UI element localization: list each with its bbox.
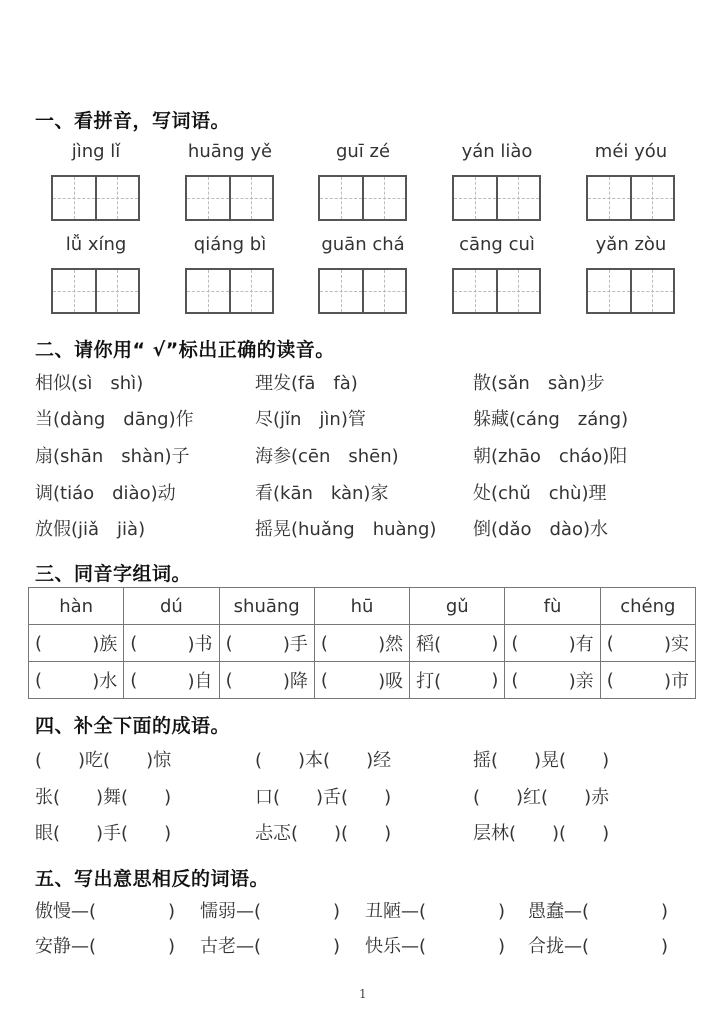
pronunciation-item[interactable]: 扇(shān shàn)子 [35, 446, 190, 467]
idiom-item[interactable]: ( )吃( )惊 [35, 750, 172, 771]
table-cell[interactable] [314, 625, 409, 662]
cell-left: 稻( [416, 634, 442, 655]
writing-box[interactable] [51, 268, 140, 314]
cell-right: ) [491, 632, 499, 654]
pinyin-label: huāng yě [187, 141, 273, 162]
table-header-cell: dú [124, 588, 219, 625]
pronunciation-item[interactable]: 看(kān kàn)家 [255, 483, 389, 504]
writing-box[interactable] [586, 268, 675, 314]
cell-right: )有 [568, 634, 594, 655]
pronunciation-item[interactable]: 当(dàng dāng)作 [35, 409, 194, 430]
cell-left: ( [225, 632, 233, 654]
pinyin-label: lǚ xíng [65, 234, 127, 255]
cell-left: 打( [416, 671, 442, 692]
idiom-item[interactable]: 眼( )手( ) [35, 823, 172, 844]
idiom-item[interactable]: 张( )舞( ) [35, 787, 172, 808]
table-header-cell: hū [314, 588, 409, 625]
antonym-item[interactable]: 懦弱—( ) [200, 901, 341, 922]
table-cell[interactable] [600, 625, 695, 662]
antonym-item[interactable]: 傲慢—( ) [35, 901, 176, 922]
table-cell[interactable] [219, 625, 314, 662]
pinyin-label: jìng lǐ [71, 141, 121, 162]
cell-right: )族 [92, 634, 118, 655]
table-cell[interactable] [505, 662, 600, 699]
section2-title: 二、请你用“ √”标出正确的读音。 [35, 339, 335, 361]
pinyin-label: yǎn zòu [595, 234, 667, 255]
idiom-item[interactable]: ( )本( )经 [255, 750, 392, 771]
antonym-item[interactable]: 丑陋—( ) [365, 901, 506, 922]
writing-box[interactable] [185, 175, 274, 221]
cell-left: ( [320, 669, 328, 691]
table-header-cell: gǔ [410, 588, 505, 625]
idiom-item[interactable]: ( )红( )赤 [473, 787, 610, 808]
pronunciation-item[interactable]: 相似(sì shì) [35, 373, 144, 394]
table-cell[interactable] [600, 662, 695, 699]
cell-right: )书 [187, 634, 213, 655]
writing-box[interactable] [318, 268, 407, 314]
cell-left: ( [225, 669, 233, 691]
antonym-item[interactable]: 快乐—( ) [365, 936, 506, 957]
table-header-row [29, 588, 696, 625]
cell-right: )吸 [378, 671, 404, 692]
section5-title: 五、写出意思相反的词语。 [35, 868, 270, 890]
pronunciation-item[interactable]: 散(sǎn sàn)步 [473, 373, 605, 394]
pinyin-label: guān chá [321, 234, 405, 255]
table-cell[interactable] [410, 662, 505, 699]
table-header-cell: chéng [600, 588, 695, 625]
cell-right: )自 [187, 671, 213, 692]
table-header-cell: fù [505, 588, 600, 625]
antonym-item[interactable]: 愚蠢—( ) [528, 901, 669, 922]
pronunciation-item[interactable]: 倒(dǎo dào)水 [473, 519, 608, 540]
table-cell[interactable] [505, 625, 600, 662]
table-cell[interactable] [410, 625, 505, 662]
writing-box[interactable] [51, 175, 140, 221]
pinyin-label: guī zé [335, 141, 391, 162]
cell-left: ( [511, 632, 519, 654]
cell-right: )水 [92, 671, 118, 692]
writing-box[interactable] [452, 175, 541, 221]
pronunciation-item[interactable]: 朝(zhāo cháo)阳 [473, 446, 628, 467]
cell-right: ) [491, 669, 499, 691]
cell-left: ( [606, 632, 614, 654]
writing-box[interactable] [452, 268, 541, 314]
pronunciation-item[interactable]: 调(tiáo diào)动 [35, 483, 176, 504]
idiom-item[interactable]: 层林( )( ) [473, 823, 610, 844]
antonym-item[interactable]: 合拢—( ) [528, 936, 669, 957]
table-cell[interactable] [29, 625, 124, 662]
cell-right: )然 [378, 634, 404, 655]
table-cell[interactable] [124, 625, 219, 662]
cell-right: )市 [663, 671, 689, 692]
antonym-item[interactable]: 古老—( ) [200, 936, 341, 957]
pronunciation-item[interactable]: 理发(fā fà) [255, 373, 358, 394]
page-number: 1 [359, 987, 367, 1001]
pronunciation-item[interactable]: 尽(jǐn jìn)管 [255, 409, 366, 430]
cell-right: )手 [282, 634, 308, 655]
idiom-item[interactable]: 忐忑( )( ) [255, 823, 392, 844]
pronunciation-item[interactable]: 放假(jiǎ jià) [35, 519, 146, 540]
table-header-cell: shuāng [219, 588, 314, 625]
homophone-table [28, 587, 696, 699]
table-cell[interactable] [219, 662, 314, 699]
cell-right: )降 [282, 671, 308, 692]
pinyin-label: méi yóu [594, 141, 668, 162]
table-row [29, 625, 696, 662]
idiom-item[interactable]: 摇( )晃( ) [473, 750, 610, 771]
cell-left: ( [130, 669, 138, 691]
cell-left: ( [35, 669, 43, 691]
cell-left: ( [35, 632, 43, 654]
writing-box[interactable] [185, 268, 274, 314]
section1-title: 一、看拼音，写词语。 [35, 110, 231, 132]
table-cell[interactable] [314, 662, 409, 699]
pinyin-label: yán liào [461, 141, 533, 162]
pinyin-label: cāng cuì [459, 234, 535, 255]
cell-left: ( [130, 632, 138, 654]
table-row [29, 662, 696, 699]
table-header-cell: hàn [29, 588, 124, 625]
section3-title: 三、同音字组词。 [35, 563, 192, 585]
cell-left: ( [606, 669, 614, 691]
pronunciation-item[interactable]: 躲藏(cáng záng) [473, 409, 629, 430]
writing-box[interactable] [318, 175, 407, 221]
cell-right: )实 [663, 634, 689, 655]
cell-left: ( [511, 669, 519, 691]
cell-left: ( [320, 632, 328, 654]
idiom-item[interactable]: 口( )舌( ) [255, 787, 392, 808]
antonym-item[interactable]: 安静—( ) [35, 936, 176, 957]
pronunciation-item[interactable]: 处(chǔ chù)理 [473, 483, 607, 504]
writing-box[interactable] [586, 175, 675, 221]
pronunciation-item[interactable]: 摇晃(huǎng huàng) [255, 519, 437, 540]
table-cell[interactable] [124, 662, 219, 699]
pinyin-label: qiáng bì [193, 234, 267, 255]
section4-title: 四、补全下面的成语。 [35, 715, 231, 737]
pronunciation-item[interactable]: 海参(cēn shēn) [255, 446, 399, 467]
table-cell[interactable] [29, 662, 124, 699]
cell-right: )亲 [568, 671, 594, 692]
